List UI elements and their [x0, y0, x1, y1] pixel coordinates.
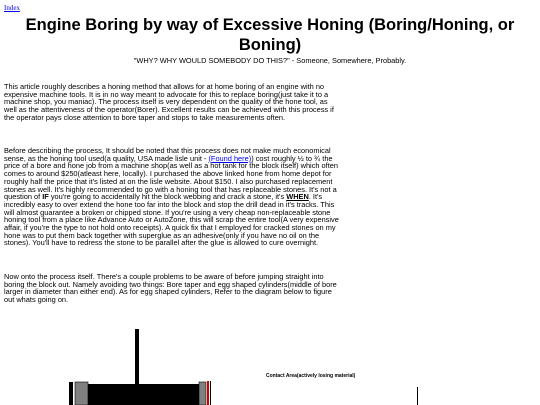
contact-area-edge — [210, 381, 211, 405]
reference-line — [417, 387, 418, 405]
index-link[interactable]: Index — [4, 4, 20, 12]
cost-text-4: . It's incredibly easy to over extend the hone too far into the block and stop the drill dead in it's tracks. This will almost guarantee a broken or chipped stone. If you're using a very cheap non-replaceable stone honing tool from a place like Advance Auto or AutoZone, this will scrap the entire tool(A very expensive affair, if you're the type to not hold onto receipts). A quick fix that I employed for cracked stones on my hone was to put them back together with superglue as an adhesive(only if you have no oil on the stones). You'll have to redress the stone to be parallel after the glue is allowed to cure overnight. — [4, 192, 339, 248]
cost-text-3: you're going to accidentally hit the block webbing and crack a stone, it's — [48, 192, 287, 202]
contact-area-marker — [207, 381, 209, 405]
page-title: Engine Boring by way of Excessive Honing (Boring/Honing, or Boning) — [25, 16, 515, 54]
if-emphasis: IF — [42, 192, 49, 202]
cost-text-2: ) cost roughly ½ to ¾ the price of a bore and hone job from a machine shop(as well as a hot tank for the block itself) which often comes to around $250(atleast here, locally). I purchased the above linked hone from home depot for roughly half the price that it's listed at on the lisle website. About $150. I also purchased replacement stones as well. It's highly recommended to go with a honing tool that has replaceable stones. It's not a question of — [4, 153, 338, 202]
page-subtitle: "WHY? WHY WOULD SOMEBODY DO THIS?" - Someone, Somewhere, Probably. — [133, 56, 407, 65]
cost-paragraph — [4, 147, 340, 247]
process-paragraph: Now onto the process itself. There's a couple problems to be aware of before jumping straight into boring the block out. Namely avoiding two things: Bore taper and egg shaped cylinders(middle of bore larger in diameter than either end). As for egg shaped cylinders, Refer to the diagram below to figure out whats going on. — [4, 272, 337, 305]
engine-block — [88, 384, 200, 405]
contact-area-label: Contact Area(actively losing material) — [266, 373, 356, 379]
hone-stone-right — [199, 382, 206, 405]
found-here-link[interactable]: (Found here) — [208, 153, 252, 163]
cylinder-wall-left — [69, 382, 73, 405]
when-emphasis: WHEN — [286, 192, 309, 202]
hone-diagram — [0, 322, 540, 405]
cost-text-1: Before describing the process, It should be noted that this process does not make much economical sense, as the honing tool used(a quality, USA made lisle unit - — [4, 146, 331, 163]
hone-stone-left — [75, 382, 88, 405]
intro-paragraph: This article roughly describes a honing method that allows for at home boring of an engine with no expensive machine tools. It is in no way meant to advocate for this to replace boring(just take it to a machine shop, you maniac). The process itself is very dependent on the quality of the hone tool, as well as the attentiveness of the operator(Borer). Excellent results can be achieved with this process if the operator pays close attention to bore taper and stops to take measurements often. — [4, 82, 334, 122]
